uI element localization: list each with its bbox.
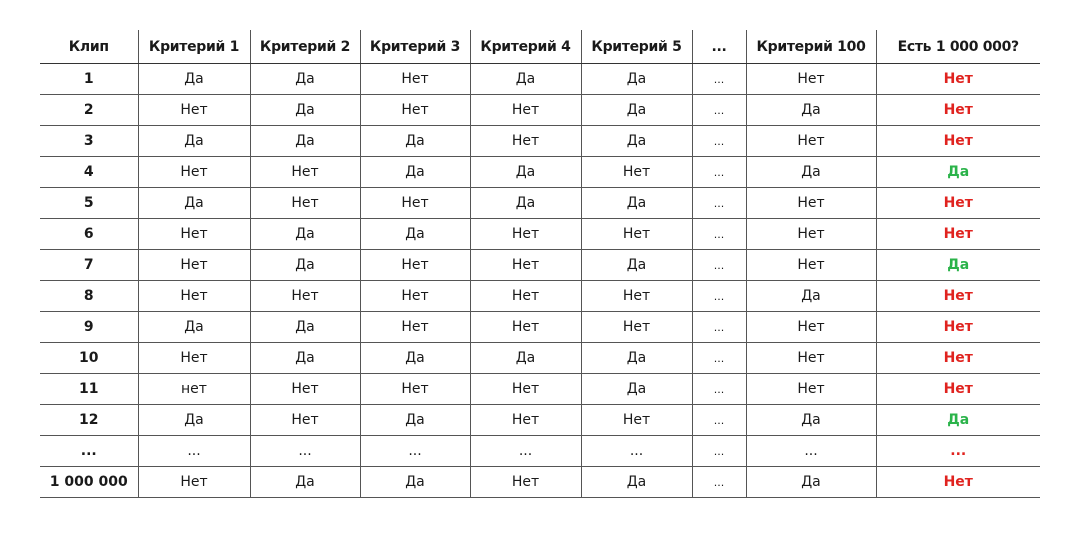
header-has-million: Есть 1 000 000? xyxy=(876,30,1040,64)
criterion-3-cell: Нет xyxy=(360,95,470,126)
criterion-2-cell: Да xyxy=(250,95,360,126)
criterion-100-cell: ... xyxy=(746,436,876,467)
criterion-100-cell: Нет xyxy=(746,343,876,374)
criterion-4-cell: Нет xyxy=(470,126,581,157)
criterion-3-cell: Да xyxy=(360,219,470,250)
criterion-1-cell: Нет xyxy=(138,95,250,126)
criterion-4-cell: ... xyxy=(470,436,581,467)
criterion-1-cell: Да xyxy=(138,64,250,95)
header-criterion-1: Критерий 1 xyxy=(138,30,250,64)
ellipsis-cell: ... xyxy=(692,126,746,157)
table-row xyxy=(40,126,1040,157)
table-row xyxy=(40,219,1040,250)
clip-cell: 3 xyxy=(40,126,138,157)
result-cell: Да xyxy=(876,250,1040,281)
criterion-100-cell: Нет xyxy=(746,64,876,95)
result-cell: Нет xyxy=(876,219,1040,250)
criterion-1-cell: нет xyxy=(138,374,250,405)
criterion-100-cell: Да xyxy=(746,405,876,436)
table-row xyxy=(40,436,1040,467)
header-clip: Клип xyxy=(40,30,138,64)
criterion-100-cell: Нет xyxy=(746,126,876,157)
criterion-100-cell: Нет xyxy=(746,188,876,219)
criterion-3-cell: ... xyxy=(360,436,470,467)
criterion-1-cell: Да xyxy=(138,188,250,219)
criterion-4-cell: Да xyxy=(470,343,581,374)
criterion-4-cell: Нет xyxy=(470,250,581,281)
ellipsis-cell: ... xyxy=(692,219,746,250)
ellipsis-cell: ... xyxy=(692,467,746,498)
criterion-100-cell: Нет xyxy=(746,374,876,405)
criterion-2-cell: Нет xyxy=(250,374,360,405)
criterion-4-cell: Нет xyxy=(470,95,581,126)
criterion-5-cell: Нет xyxy=(581,312,692,343)
result-cell: Нет xyxy=(876,126,1040,157)
criterion-4-cell: Нет xyxy=(470,219,581,250)
criterion-4-cell: Нет xyxy=(470,281,581,312)
criterion-5-cell: Да xyxy=(581,188,692,219)
criterion-4-cell: Да xyxy=(470,64,581,95)
criterion-100-cell: Нет xyxy=(746,312,876,343)
criterion-2-cell: Да xyxy=(250,250,360,281)
result-cell: Нет xyxy=(876,188,1040,219)
criterion-5-cell: Нет xyxy=(581,405,692,436)
criterion-3-cell: Да xyxy=(360,126,470,157)
criterion-3-cell: Да xyxy=(360,157,470,188)
header-ellipsis: ... xyxy=(692,30,746,64)
table-row xyxy=(40,281,1040,312)
result-cell: Да xyxy=(876,405,1040,436)
criterion-2-cell: Нет xyxy=(250,188,360,219)
criterion-2-cell: Да xyxy=(250,126,360,157)
criterion-3-cell: Нет xyxy=(360,312,470,343)
table-header xyxy=(40,30,1040,64)
criterion-2-cell: ... xyxy=(250,436,360,467)
table-row xyxy=(40,343,1040,374)
ellipsis-cell: ... xyxy=(692,64,746,95)
criterion-5-cell: Да xyxy=(581,126,692,157)
clip-cell: 11 xyxy=(40,374,138,405)
result-cell: Да xyxy=(876,157,1040,188)
criterion-1-cell: Да xyxy=(138,126,250,157)
criterion-2-cell: Нет xyxy=(250,157,360,188)
criterion-2-cell: Да xyxy=(250,219,360,250)
criterion-1-cell: Да xyxy=(138,312,250,343)
ellipsis-cell: ... xyxy=(692,188,746,219)
clip-cell: 5 xyxy=(40,188,138,219)
ellipsis-cell: ... xyxy=(692,95,746,126)
criterion-4-cell: Нет xyxy=(470,374,581,405)
criterion-1-cell: Нет xyxy=(138,157,250,188)
result-cell: Нет xyxy=(876,95,1040,126)
header-criterion-4: Критерий 4 xyxy=(470,30,581,64)
criterion-100-cell: Нет xyxy=(746,219,876,250)
ellipsis-cell: ... xyxy=(692,436,746,467)
criterion-5-cell: Да xyxy=(581,250,692,281)
criterion-3-cell: Нет xyxy=(360,281,470,312)
criterion-2-cell: Да xyxy=(250,64,360,95)
criterion-5-cell: Нет xyxy=(581,157,692,188)
table-row xyxy=(40,95,1040,126)
result-cell: Нет xyxy=(876,312,1040,343)
criterion-100-cell: Нет xyxy=(746,250,876,281)
ellipsis-cell: ... xyxy=(692,250,746,281)
ellipsis-cell: ... xyxy=(692,312,746,343)
clip-cell: ... xyxy=(40,436,138,467)
ellipsis-cell: ... xyxy=(692,343,746,374)
criterion-5-cell: ... xyxy=(581,436,692,467)
result-cell: Нет xyxy=(876,64,1040,95)
table-body xyxy=(40,64,1040,498)
criterion-5-cell: Да xyxy=(581,95,692,126)
criterion-100-cell: Да xyxy=(746,281,876,312)
criterion-100-cell: Да xyxy=(746,157,876,188)
clip-cell: 7 xyxy=(40,250,138,281)
criterion-2-cell: Нет xyxy=(250,281,360,312)
clip-cell: 9 xyxy=(40,312,138,343)
header-criterion-5: Критерий 5 xyxy=(581,30,692,64)
result-cell: ... xyxy=(876,436,1040,467)
criterion-100-cell: Да xyxy=(746,467,876,498)
criterion-100-cell: Да xyxy=(746,95,876,126)
criterion-3-cell: Да xyxy=(360,343,470,374)
criterion-1-cell: Нет xyxy=(138,250,250,281)
criterion-3-cell: Да xyxy=(360,405,470,436)
clip-cell: 1 xyxy=(40,64,138,95)
header-criterion-100: Критерий 100 xyxy=(746,30,876,64)
criterion-1-cell: ... xyxy=(138,436,250,467)
criterion-4-cell: Да xyxy=(470,188,581,219)
result-cell: Нет xyxy=(876,467,1040,498)
clip-cell: 6 xyxy=(40,219,138,250)
table-row xyxy=(40,312,1040,343)
criterion-2-cell: Да xyxy=(250,312,360,343)
criterion-5-cell: Нет xyxy=(581,281,692,312)
clip-cell: 4 xyxy=(40,157,138,188)
criterion-3-cell: Да xyxy=(360,467,470,498)
result-cell: Нет xyxy=(876,374,1040,405)
criterion-1-cell: Да xyxy=(138,405,250,436)
clip-cell: 8 xyxy=(40,281,138,312)
criteria-table xyxy=(40,30,1040,498)
table-row xyxy=(40,157,1040,188)
criterion-5-cell: Да xyxy=(581,467,692,498)
criterion-5-cell: Да xyxy=(581,374,692,405)
criterion-5-cell: Нет xyxy=(581,219,692,250)
table-row xyxy=(40,374,1040,405)
header-row xyxy=(40,30,1040,64)
table-row xyxy=(40,64,1040,95)
ellipsis-cell: ... xyxy=(692,281,746,312)
criterion-1-cell: Нет xyxy=(138,343,250,374)
criterion-2-cell: Да xyxy=(250,343,360,374)
table-row xyxy=(40,188,1040,219)
criterion-1-cell: Нет xyxy=(138,467,250,498)
clip-cell: 12 xyxy=(40,405,138,436)
table-row xyxy=(40,405,1040,436)
result-cell: Нет xyxy=(876,343,1040,374)
ellipsis-cell: ... xyxy=(692,405,746,436)
ellipsis-cell: ... xyxy=(692,374,746,405)
table-row xyxy=(40,250,1040,281)
ellipsis-cell: ... xyxy=(692,157,746,188)
criterion-3-cell: Нет xyxy=(360,64,470,95)
criterion-4-cell: Нет xyxy=(470,467,581,498)
clip-cell: 1 000 000 xyxy=(40,467,138,498)
header-criterion-3: Критерий 3 xyxy=(360,30,470,64)
criterion-1-cell: Нет xyxy=(138,219,250,250)
table-row xyxy=(40,467,1040,498)
clip-cell: 2 xyxy=(40,95,138,126)
result-cell: Нет xyxy=(876,281,1040,312)
criterion-2-cell: Нет xyxy=(250,405,360,436)
criterion-5-cell: Да xyxy=(581,64,692,95)
criterion-3-cell: Нет xyxy=(360,188,470,219)
criterion-4-cell: Нет xyxy=(470,312,581,343)
clip-cell: 10 xyxy=(40,343,138,374)
criterion-3-cell: Нет xyxy=(360,374,470,405)
criterion-4-cell: Да xyxy=(470,157,581,188)
header-criterion-2: Критерий 2 xyxy=(250,30,360,64)
criterion-2-cell: Да xyxy=(250,467,360,498)
criterion-3-cell: Нет xyxy=(360,250,470,281)
criterion-1-cell: Нет xyxy=(138,281,250,312)
criterion-4-cell: Нет xyxy=(470,405,581,436)
criterion-5-cell: Да xyxy=(581,343,692,374)
